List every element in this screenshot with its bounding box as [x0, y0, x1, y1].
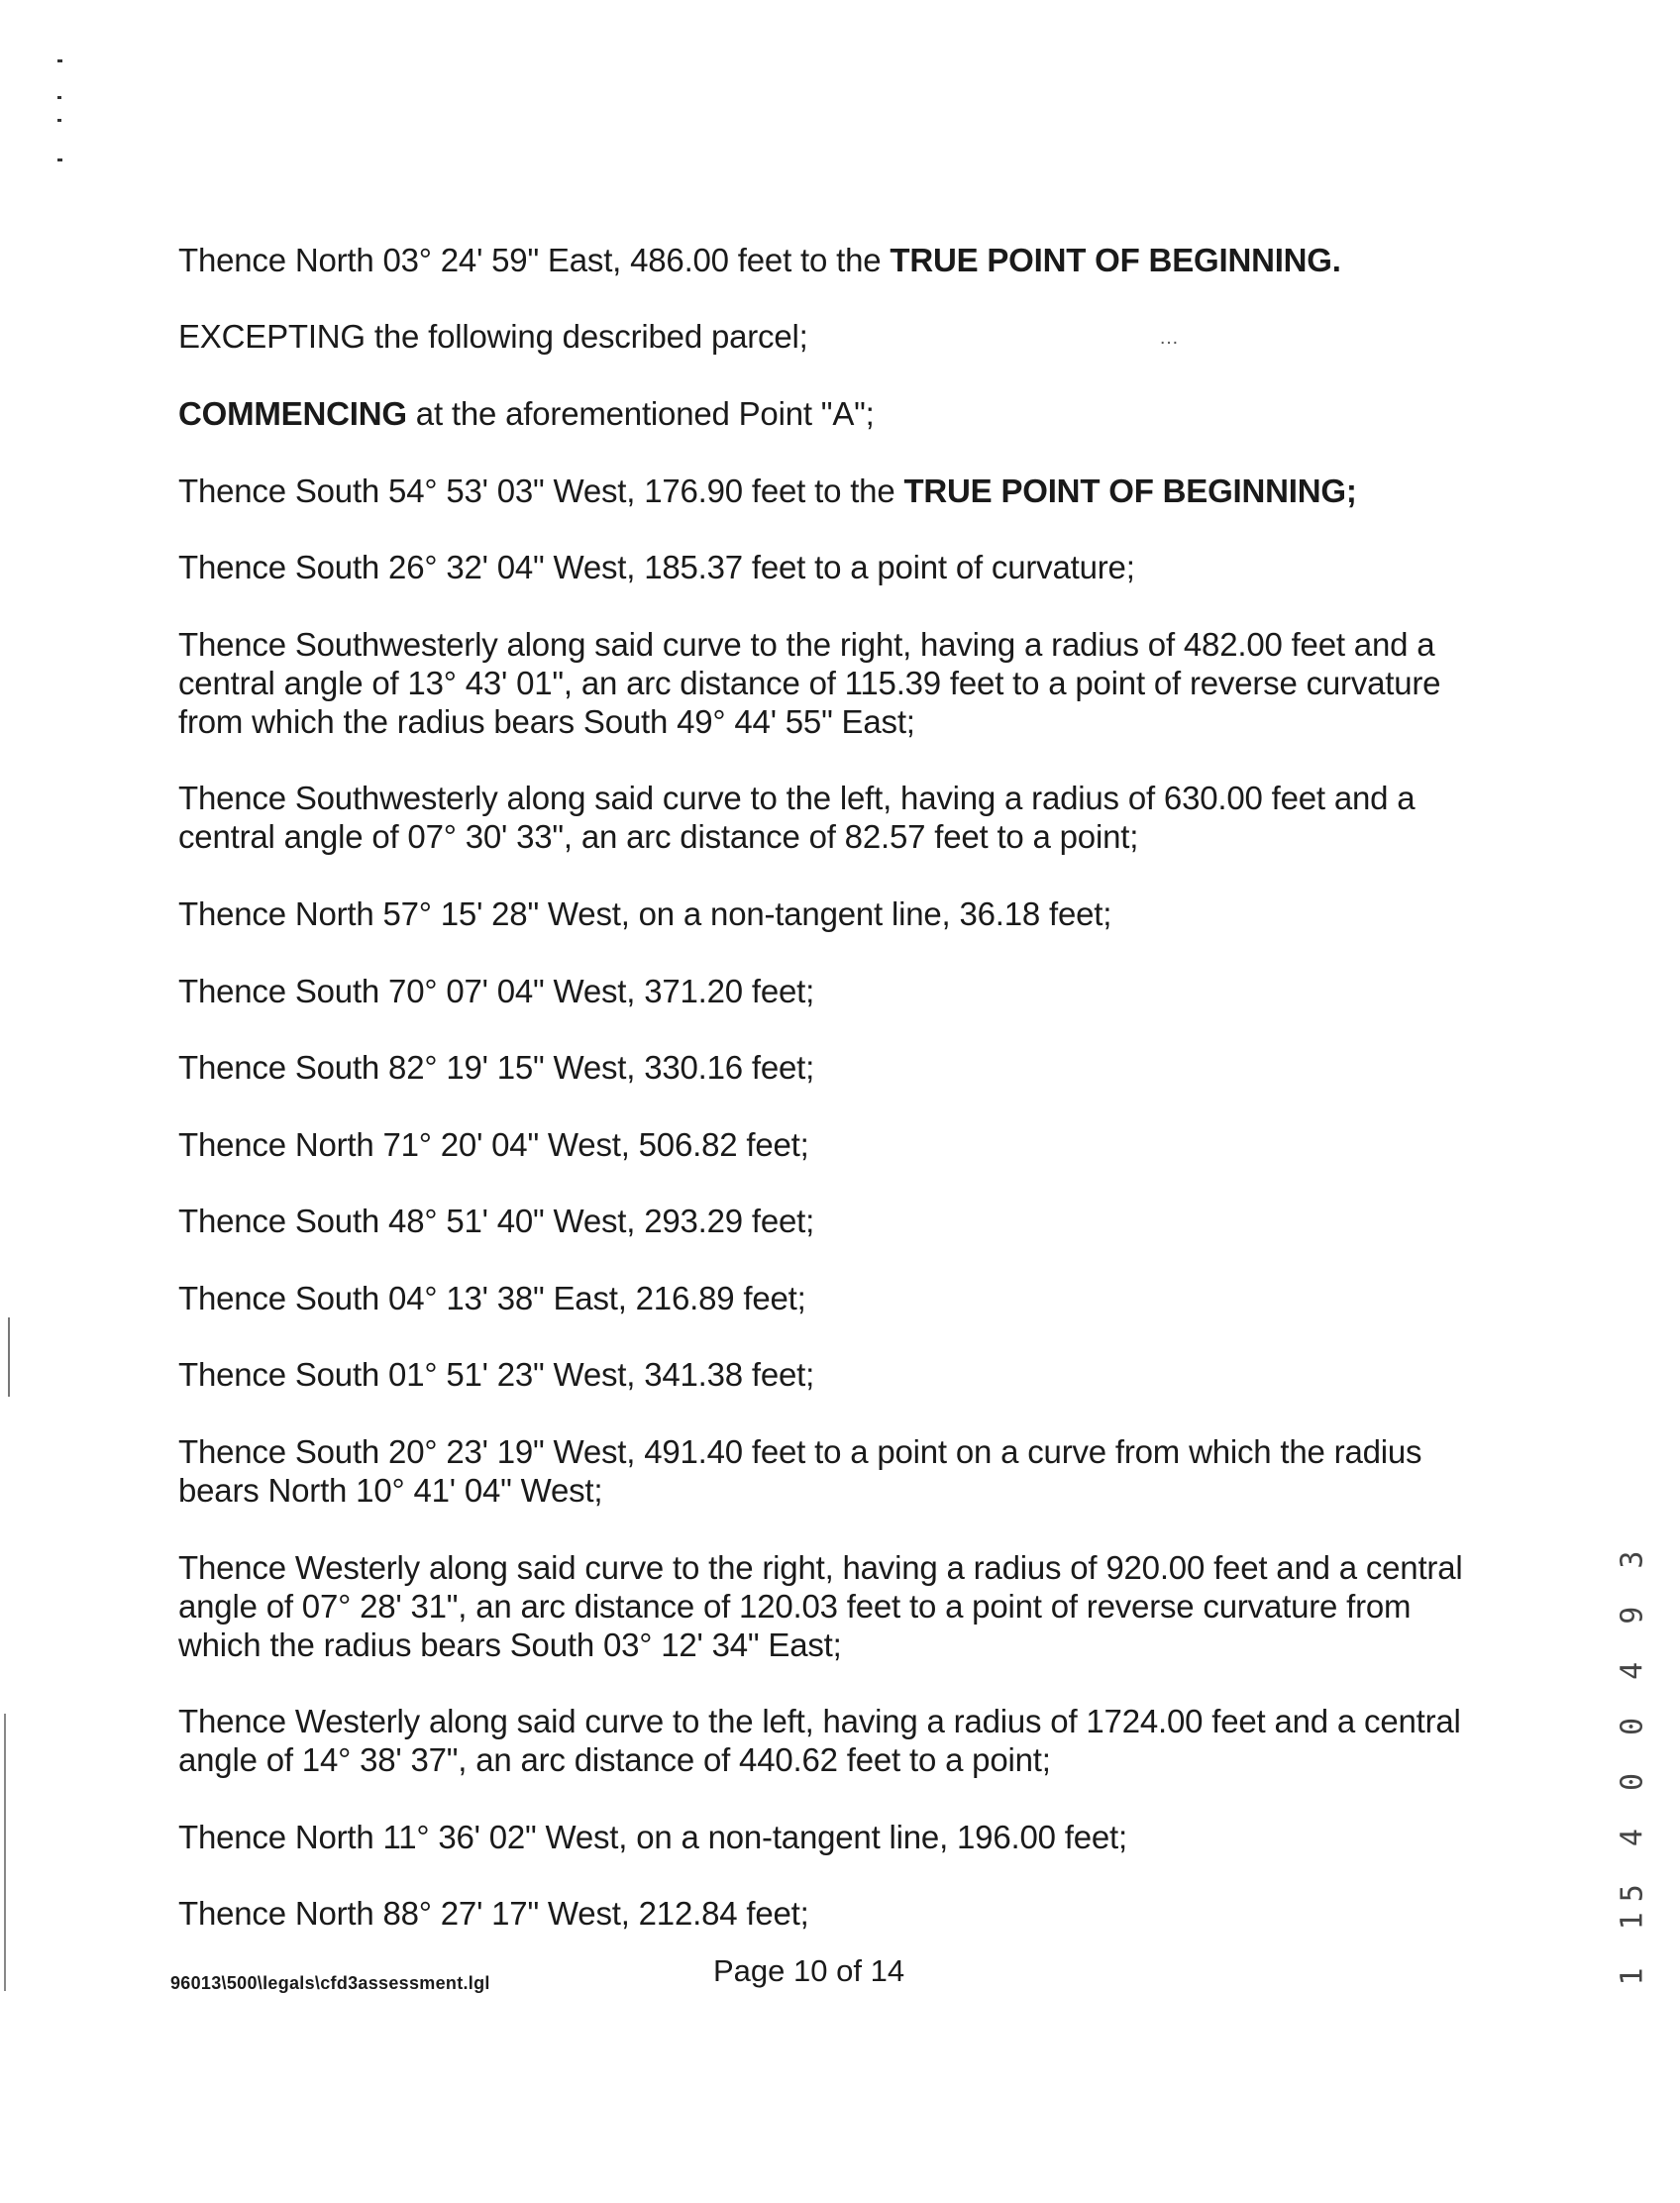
paragraph: Thence South 70° 07' 04" West, 371.20 feet;: [178, 973, 815, 1009]
paragraph: Thence Southwesterly along said curve to the right, having a radius of 482.00 feet and a central angle of 13° 43' 01", an arc distance of 115.39 feet to a point of reverse curvature from which the radius bears South 49° 44' 55" East;: [178, 626, 1441, 740]
paragraph: Thence North 71° 20' 04" West, 506.82 feet;: [178, 1126, 809, 1163]
paragraph: Thence North 57° 15' 28" West, on a non-tangent line, 36.18 feet;: [178, 895, 1112, 932]
paragraph: Thence Southwesterly along said curve to the left, having a radius of 630.00 feet and a central angle of 07° 30' 33", an arc distance of 82.57 feet to a point;: [178, 780, 1416, 855]
scan-mark: [4, 1714, 6, 1991]
paragraph: Thence South 26° 32' 04" West, 185.37 feet to a point of curvature;: [178, 549, 1135, 585]
scan-dots: …: [1159, 327, 1179, 349]
scan-mark: [57, 96, 61, 99]
paragraph: Thence North 03° 24' 59" East, 486.00 feet to the TRUE POINT OF BEGINNING.: [178, 242, 1341, 278]
paragraph: COMMENCING at the aforementioned Point "A";: [178, 395, 875, 432]
paragraph: Thence North 11° 36' 02" West, on a non-tangent line, 196.00 feet;: [178, 1819, 1127, 1855]
footer-file-path: 96013\500\legals\cfd3assessment.lgl: [170, 1973, 490, 1993]
paragraph: Thence South 01° 51' 23" West, 341.38 feet;: [178, 1356, 815, 1393]
scan-mark: [57, 158, 62, 161]
scan-mark: [57, 119, 61, 122]
scan-mark: [57, 59, 62, 62]
footer-page-number: Page 10 of 14: [713, 1953, 905, 1988]
scan-mark: [8, 1317, 10, 1397]
paragraph: Thence North 88° 27' 17" West, 212.84 feet;: [178, 1895, 809, 1932]
side-stamp-text: 1 15 4 0 0 4 9 3: [1615, 1540, 1650, 1986]
paragraph: Thence South 04° 13' 38" East, 216.89 feet;: [178, 1280, 806, 1316]
side-document-stamp: [1613, 1540, 1652, 1986]
paragraph: Thence Westerly along said curve to the left, having a radius of 1724.00 feet and a central angle of 14° 38' 37", an arc distance of 440.62 feet to a point;: [178, 1703, 1461, 1778]
paragraph: EXCEPTING the following described parcel;: [178, 318, 808, 355]
paragraph: Thence South 82° 19' 15" West, 330.16 feet;: [178, 1049, 815, 1086]
paragraph: Thence Westerly along said curve to the right, having a radius of 920.00 feet and a central angle of 07° 28' 31", an arc distance of 120.03 feet to a point of reverse curvature from which the radius bears South 03° 12' 34" East;: [178, 1549, 1463, 1663]
paragraph: Thence South 20° 23' 19" West, 491.40 feet to a point on a curve from which the radius bears North 10° 41' 04" West;: [178, 1433, 1422, 1509]
paragraph: Thence South 48° 51' 40" West, 293.29 feet;: [178, 1203, 815, 1239]
paragraph: Thence South 54° 53' 03" West, 176.90 feet to the TRUE POINT OF BEGINNING;: [178, 472, 1357, 509]
